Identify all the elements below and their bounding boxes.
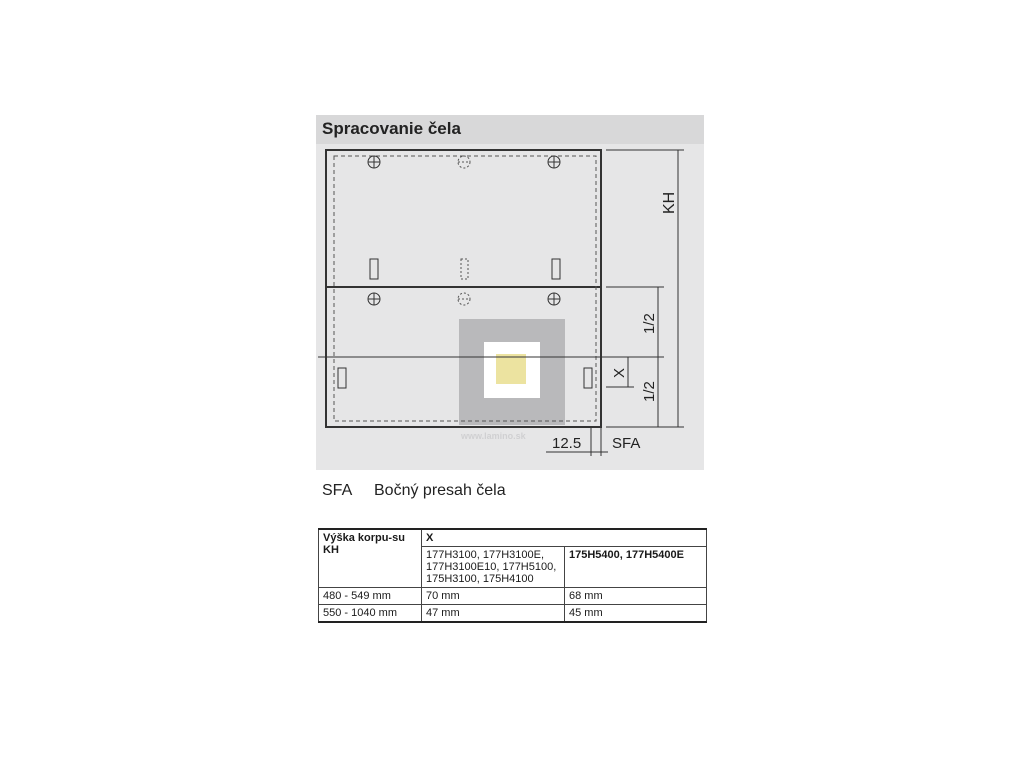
fixing-hole-icon — [458, 293, 470, 305]
bracket-icon — [552, 259, 560, 279]
row-b-cell: 45 mm — [565, 605, 707, 623]
table-row — [319, 605, 707, 623]
section-title: Spracovanie čela — [322, 119, 461, 138]
dim-sfa-label: SFA — [612, 435, 641, 452]
fixing-hole-icon — [548, 156, 560, 168]
fixing-hole-icon — [368, 156, 380, 168]
watermark-core — [496, 354, 526, 384]
dim-half-top-label: 1/2 — [641, 313, 658, 334]
header-x-cell: X — [422, 529, 707, 547]
fixing-hole-icon — [458, 156, 470, 168]
table-header-row — [319, 529, 707, 547]
bracket-icon — [461, 259, 468, 279]
subheader-col-b: 175H5400, 177H5400E — [565, 547, 707, 588]
dim-x-label: X — [611, 367, 628, 378]
legend — [322, 482, 506, 500]
fixing-hole-icon — [368, 293, 380, 305]
legend-abbr: SFA — [322, 482, 353, 499]
row-height-cell: 550 - 1040 mm — [319, 605, 422, 623]
technical-drawing — [316, 144, 704, 470]
row-height-cell: 480 - 549 mm — [319, 588, 422, 605]
header-height-cell: Výška korpu-su KH — [319, 529, 422, 588]
legend-text: Bočný presah čela — [374, 482, 506, 499]
bracket-icon — [338, 368, 346, 388]
row-b-cell: 68 mm — [565, 588, 707, 605]
row-a-cell: 47 mm — [422, 605, 565, 623]
row-a-cell: 70 mm — [422, 588, 565, 605]
watermark-text: www.lamino.sk — [461, 431, 526, 441]
fixing-hole-icon — [548, 293, 560, 305]
section-header — [316, 115, 704, 144]
drawing-svg — [316, 144, 704, 470]
bracket-icon — [584, 368, 592, 388]
subheader-col-a: 177H3100, 177H3100E, 177H3100E10, 177H5100, 175H3100, 175H4100 — [422, 547, 565, 588]
spec-table — [318, 528, 707, 623]
dim-kh-label: KH — [661, 191, 678, 214]
dim-half-bottom-label: 1/2 — [641, 381, 658, 402]
bracket-icon — [370, 259, 378, 279]
table-row — [319, 588, 707, 605]
dim-12-5-label: 12.5 — [552, 435, 582, 452]
